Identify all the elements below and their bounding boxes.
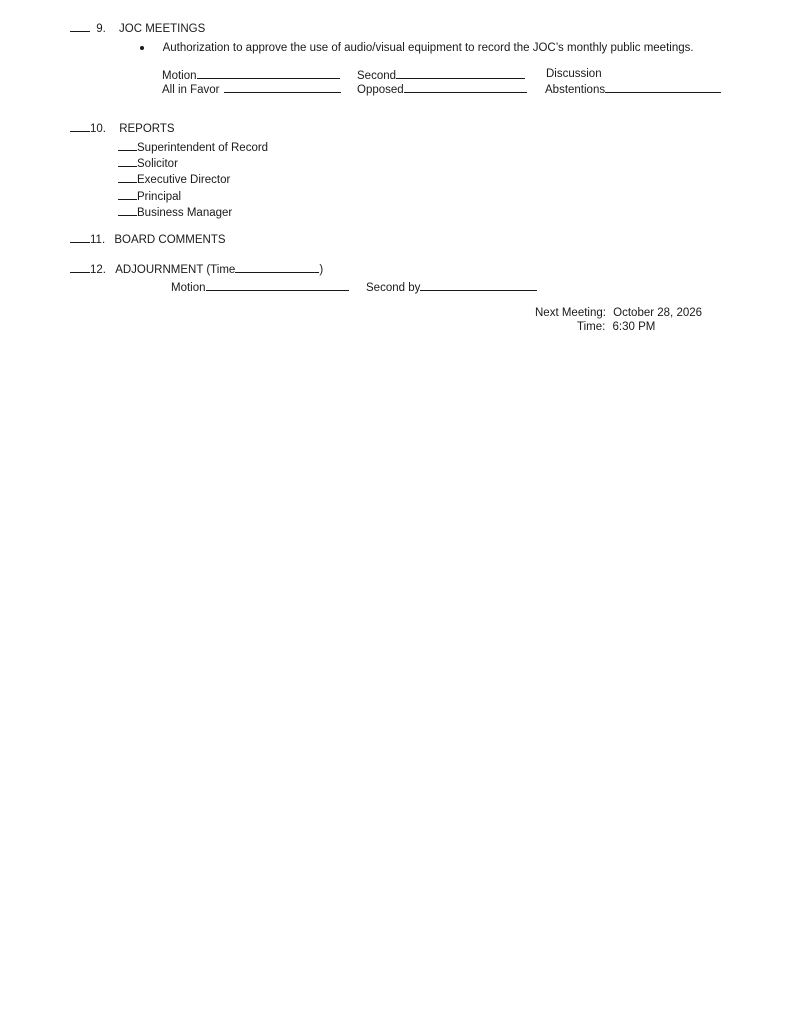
item-11-header — [70, 231, 226, 247]
item-9-opposed-field — [357, 81, 527, 97]
next-meeting-time: 6:30 PM — [612, 321, 656, 333]
report-subitem — [118, 171, 230, 187]
report-check-blank[interactable] — [118, 139, 137, 151]
next-meeting-date: October 28, 2026 — [613, 307, 703, 319]
item-10-check-blank[interactable] — [70, 120, 90, 132]
next-meeting-label: Next Meeting: — [535, 307, 606, 319]
report-label: Superintendent of Record — [137, 142, 269, 154]
adjournment-time-blank[interactable] — [235, 261, 319, 273]
adjournment-motion-blank[interactable] — [206, 279, 349, 291]
bullet-icon — [140, 46, 144, 50]
item-9-all-in-favor-field — [162, 81, 341, 97]
report-label: Business Manager — [137, 207, 233, 219]
opposed-blank[interactable] — [404, 81, 527, 93]
item-12-number: 12. — [90, 264, 106, 276]
report-label: Solicitor — [137, 158, 178, 170]
all-in-favor-blank[interactable] — [224, 81, 341, 93]
item-10-title: REPORTS — [119, 123, 175, 135]
report-label: Principal — [137, 191, 182, 203]
item-11-number: 11. — [90, 234, 106, 246]
item-9-bullet — [140, 41, 694, 55]
second-by-blank[interactable] — [420, 279, 537, 291]
abstentions-label: Abstentions — [545, 84, 606, 96]
report-subitem — [118, 155, 178, 171]
opposed-label: Opposed — [357, 84, 404, 96]
discussion-label: Discussion — [546, 68, 602, 80]
next-meeting-line — [535, 306, 702, 320]
abstentions-blank[interactable] — [605, 81, 721, 93]
report-subitem — [118, 188, 181, 204]
report-check-blank[interactable] — [118, 171, 137, 183]
next-meeting-time-line — [577, 320, 655, 334]
second-blank[interactable] — [396, 67, 525, 79]
motion-label: Motion — [162, 70, 197, 82]
item-9-number: 9. — [96, 23, 106, 35]
item-10-number: 10. — [90, 123, 106, 135]
item-9-header — [70, 20, 205, 36]
item-12-second-by-field — [366, 279, 537, 295]
report-check-blank[interactable] — [118, 188, 137, 200]
item-9-bullet-text: Authorization to approve the use of audio/visual equipment to record the JOC’s monthly public meetings. — [162, 42, 694, 54]
motion-blank[interactable] — [197, 67, 340, 79]
item-9-title: JOC MEETINGS — [119, 23, 206, 35]
report-check-blank[interactable] — [118, 204, 137, 216]
second-by-label: Second by — [366, 282, 421, 294]
next-meeting-time-label: Time: — [577, 321, 606, 333]
item-12-title: ADJOURNMENT (Time — [115, 264, 236, 276]
second-label: Second — [357, 70, 397, 82]
report-subitem — [118, 204, 232, 220]
item-12-check-blank[interactable] — [70, 261, 90, 273]
report-subitem — [118, 139, 268, 155]
item-12-motion-field — [171, 279, 349, 295]
item-9-abstentions-field — [545, 81, 721, 97]
item-9-check-blank[interactable] — [70, 20, 90, 32]
item-9-discussion-field — [546, 67, 602, 81]
item-10-header — [70, 120, 175, 136]
report-check-blank[interactable] — [118, 155, 137, 167]
item-11-check-blank[interactable] — [70, 231, 90, 243]
item-11-title: BOARD COMMENTS — [114, 234, 226, 246]
report-label: Executive Director — [137, 174, 231, 186]
item-12-header — [70, 261, 323, 277]
all-in-favor-label: All in Favor — [162, 84, 220, 96]
item-12-title-suffix: ) — [319, 264, 324, 276]
adjournment-motion-label: Motion — [171, 282, 206, 294]
